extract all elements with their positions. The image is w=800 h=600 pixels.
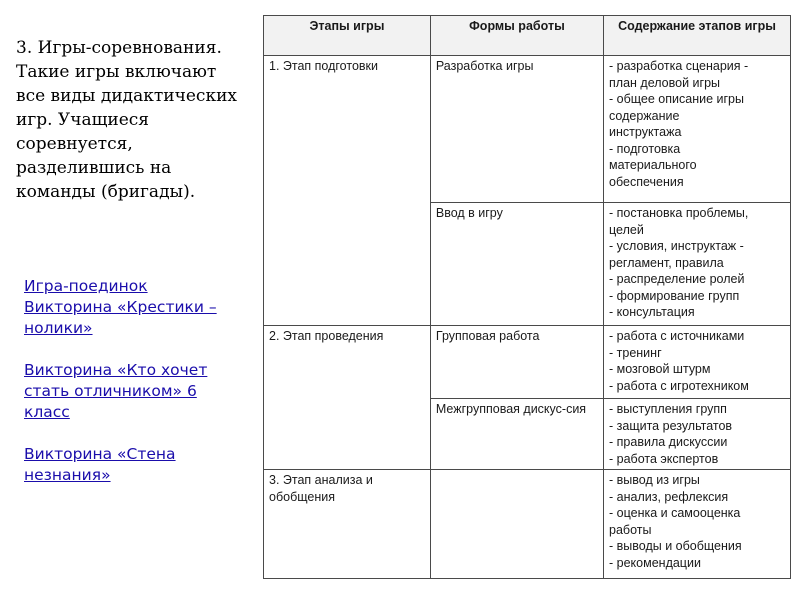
content-cell [604, 203, 791, 326]
content-line: - вывод из игры [609, 473, 700, 487]
header-forms: Формы работы [430, 16, 603, 56]
content-line: целей [609, 222, 644, 237]
stage-cell-conduct: 2. Этап проведения [264, 326, 431, 470]
content-line: обеспечения [609, 174, 684, 189]
content-line: - работа с источниками [609, 329, 745, 343]
form-cell: Разработка игры [430, 56, 603, 203]
stage-cell-analysis: 3. Этап анализа и обобщения [264, 470, 431, 579]
content-line: - правила дискуссии [609, 435, 728, 449]
form-cell: Групповая работа [430, 326, 603, 399]
table-row [264, 56, 791, 203]
content-line: - мозговой штурм [609, 362, 711, 376]
link-spacer [24, 339, 239, 360]
form-cell: Межгрупповая дискус-сия [430, 399, 603, 470]
header-stages: Этапы игры [264, 16, 431, 56]
content-line: - постановка проблемы, [609, 206, 749, 220]
link-viktorina-stena[interactable]: Викторина «Стена незнания» [24, 445, 176, 484]
table-header-row [264, 16, 791, 56]
content-line: - защита результатов [609, 418, 733, 433]
content-cell [604, 399, 791, 470]
link-viktorina-krestiki-noliki[interactable]: Викторина «Крестики –нолики» [24, 298, 217, 337]
content-line: - выводы и обобщения [609, 539, 742, 553]
content-line: - подготовка [609, 141, 681, 156]
content-line: регламент, правила [609, 255, 724, 270]
form-cell: Ввод в игру [430, 203, 603, 326]
link-igra-poedinok[interactable]: Игра-поединок [24, 277, 148, 295]
content-line: - оценка и самооценка [609, 506, 741, 520]
content-line: инструктажа [609, 125, 682, 139]
content-line: - распределение ролей [609, 272, 745, 286]
stage-cell-preparation: 1. Этап подготовки [264, 56, 431, 326]
content-line: - разработка сценария - [609, 59, 749, 73]
table-row [264, 470, 791, 579]
content-line: - рекомендации [609, 555, 701, 570]
content-cell [604, 56, 791, 203]
quiz-links [24, 276, 239, 486]
content-line: - анализ, рефлексия [609, 489, 729, 504]
form-cell-empty [430, 470, 603, 579]
content-line: - общее описание игры [609, 92, 744, 106]
game-stages-table [263, 15, 791, 579]
link-spacer [24, 423, 239, 444]
content-line: - условия, инструктаж - [609, 239, 744, 253]
content-line: - формирование групп [609, 288, 740, 303]
intro-paragraph: 3. Игры-соревнования. Такие игры включают все виды дидактических игр. Учащиеся соревнуется, разделившись на команды (бригады). [16, 38, 237, 202]
content-line: материального [609, 158, 697, 172]
content-line: план деловой игры [609, 75, 721, 90]
content-line: - тренинг [609, 345, 662, 360]
link-viktorina-kto-hochet[interactable]: Викторина «Кто хочет стать отличником» 6 класс [24, 361, 208, 421]
content-cell [604, 326, 791, 399]
header-contents: Содержание этапов игры [604, 16, 791, 56]
content-line: - работа с игротехником [609, 378, 749, 393]
content-line: - выступления групп [609, 402, 727, 416]
content-line: - работа экспертов [609, 451, 719, 466]
content-line: работы [609, 522, 652, 537]
table-row [264, 326, 791, 399]
content-cell [604, 470, 791, 579]
content-line: - консультация [609, 305, 695, 319]
content-line: содержание [609, 108, 680, 123]
